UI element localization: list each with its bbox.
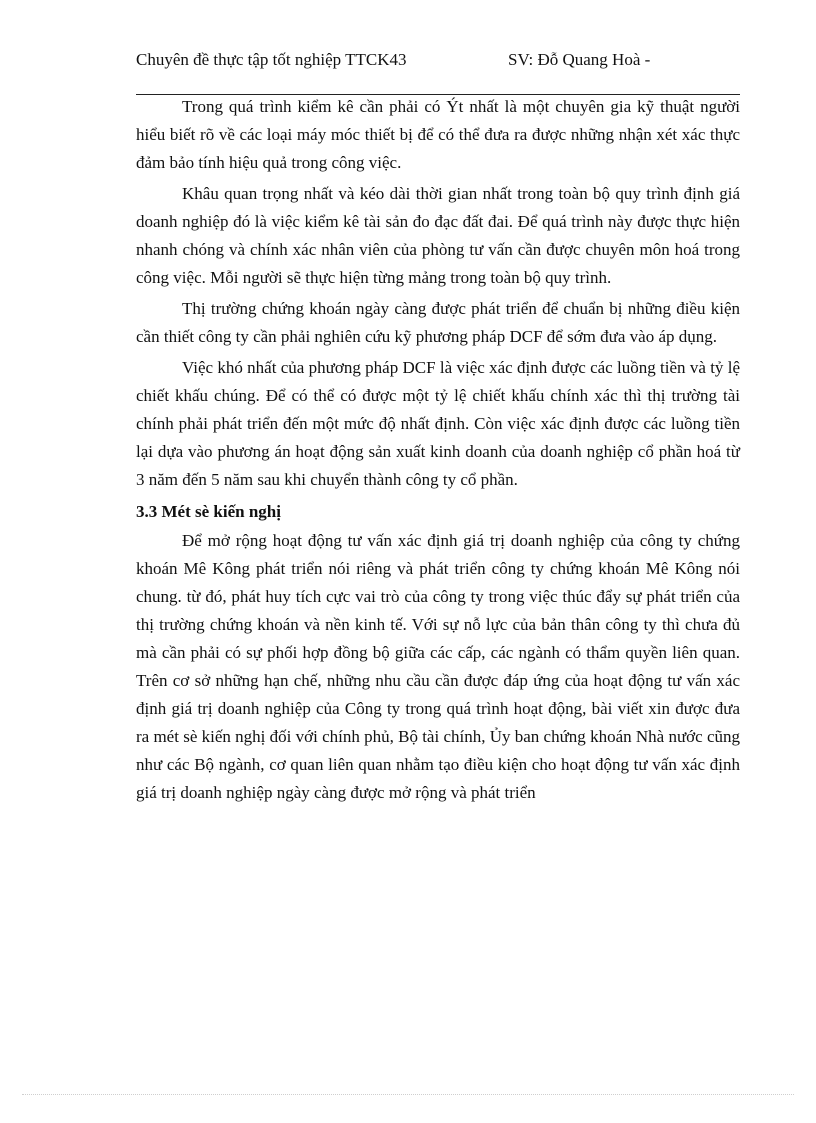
- document-body: [136, 93, 740, 810]
- footer-divider: [22, 1094, 794, 1095]
- paragraph: Thị trường chứng khoán ngày càng được phát triển để chuẩn bị những điều kiện cần thiết công ty cần phải nghiên cứu kỹ phương pháp DCF để sớm đưa vào áp dụng.: [136, 299, 740, 346]
- header-document-title: Chuyên đề thực tập tốt nghiệp TTCK43: [136, 50, 407, 69]
- page-header: [136, 50, 740, 95]
- paragraph: Khâu quan trọng nhất và kéo dài thời gian nhất trong toàn bộ quy trình định giá doanh nghiệp đó là việc kiểm kê tài sản đo đạc đất đai. Để quá trình này được thực hiện nhanh chóng và chính xác nhân viên của phòng tư vấn cần được chuyên môn hoá trong công việc. Mỗi người sẽ thực hiện từng mảng trong toàn bộ quy trình.: [136, 184, 740, 287]
- paragraph: Để mở rộng hoạt động tư vấn xác định giá trị doanh nghiệp của công ty chứng khoán Mê Kông phát triển nói riêng và phát triển công ty chứng khoán Mê Kông nói chung. từ đó, phát huy tích cực vai trò của công ty trong việc thúc đẩy sự phát triển của thị trường chứng khoán và nền kinh tế. Với sự nỗ lực của bản thân công ty thì chưa đủ mà cần phải có sự phối hợp đồng bộ giữa các cấp, các ngành có thẩm quyền liên quan. Trên cơ sở những hạn chế, những nhu cầu cần được đáp ứng của hoạt động tư vấn xác định giá trị doanh nghiệp của Công ty trong quá trình hoạt động, bài viết xin được đưa ra mét sè kiến nghị đối với chính phủ, Bộ tài chính, Ủy ban chứng khoán Nhà nước cũng như các Bộ ngành, cơ quan liên quan nhằm tạo điều kiện cho hoạt động tư vấn xác định giá trị doanh nghiệp ngày càng được mở rộng và phát triển: [136, 531, 740, 802]
- paragraph: Việc khó nhất của phương pháp DCF là việc xác định được các luồng tiền và tỷ lệ chiết khấu chúng. Để có thể có được một tỷ lệ chiết khấu chính xác thì thị trường tài chính phải phát triển đến một mức độ nhất định. Còn việc xác định được các luồng tiền lại dựa vào phương án hoạt động sản xuất kinh doanh của doanh nghiệp cổ phần hoá từ 3 năm đến 5 năm sau khi chuyển thành công ty cổ phần.: [136, 358, 740, 489]
- section-heading: 3.3 Mét sè kiến nghị: [136, 502, 281, 521]
- header-student-name: SV: Đỗ Quang Hoà -: [508, 50, 651, 69]
- paragraph: Trong quá trình kiểm kê cần phải có Ýt nhất là một chuyên gia kỹ thuật người hiểu biết rõ về các loại máy móc thiết bị để có thể đưa ra được những nhận xét xác thực đảm bảo tính hiệu quả trong công việc.: [136, 97, 740, 172]
